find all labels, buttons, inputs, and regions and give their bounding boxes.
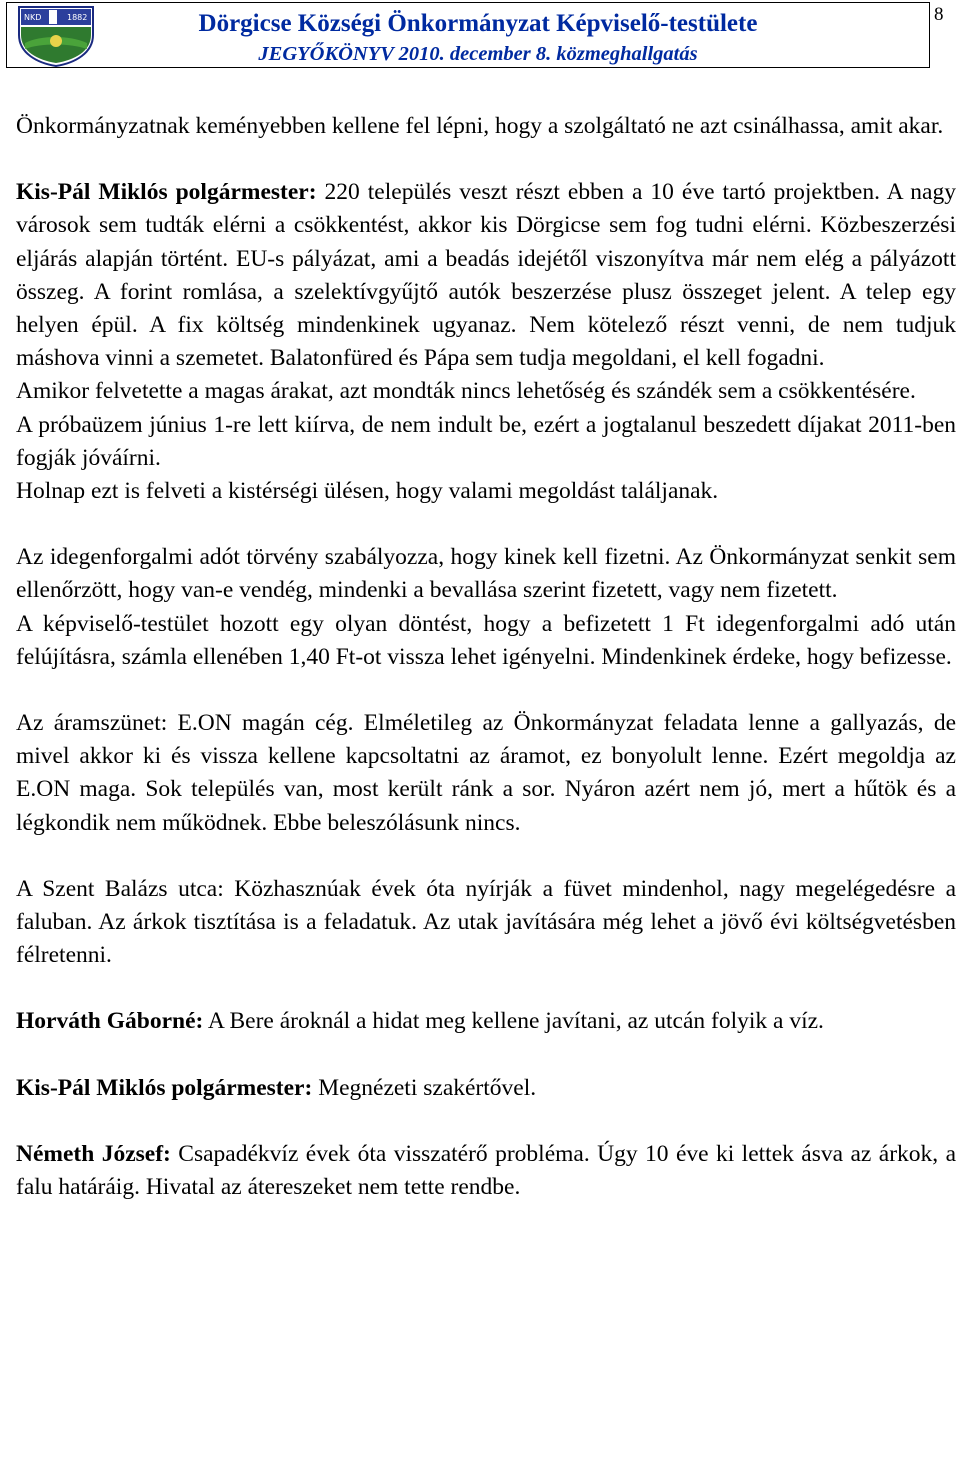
- speaker-name: Horváth Gáborné:: [16, 1008, 204, 1035]
- paragraph: Az idegenforgalmi adót törvény szabályozza, hogy kinek kell fizetni. Az Önkormányzat senkit sem ellenőrzött, hogy van-e vendég, mindenki a bevallása szerint fizetett, vagy nem fizetett.: [16, 544, 956, 604]
- paragraph: [16, 176, 956, 375]
- speaker-name: Kis-Pál Miklós polgármester:: [16, 179, 317, 206]
- page-header: [6, 2, 930, 68]
- paragraph: Holnap ezt is felveti a kistérségi ülésen, hogy valami megoldást találjanak.: [16, 478, 719, 505]
- page-number: 8: [934, 4, 944, 25]
- speech-text: Csapadékvíz évek óta visszatérő probléma. Úgy 10 éve ki lettek ásva az árkok, a falu határáig. Hivatal az átereszeket nem tette rendbe.: [16, 1140, 956, 1201]
- coat-of-arms-logo: [15, 5, 97, 67]
- paragraph: Önkormányzatnak keményebben kellene fel lépni, hogy a szolgáltató ne azt csinálhassa, amit akar.: [16, 113, 944, 139]
- paragraph: [16, 1072, 956, 1105]
- document-title: Dörgicse Községi Önkormányzat Képviselő-testülete: [198, 10, 758, 37]
- paragraph: A Szent Balázs utca: Közhasznúak évek óta nyírják a füvet mindenhol, nagy megelégedésre a faluban. Az árkok tisztítása is a feladatuk. Az utak javítására még lehet a jövő évi költségvetésben félretenni.: [16, 875, 956, 969]
- speaker-name: Kis-Pál Miklós polgármester:: [16, 1074, 313, 1101]
- logo-text-right: 1882: [67, 13, 88, 22]
- document-body: [16, 110, 956, 1204]
- speech-text: 220 település veszt részt ebben a 10 éve tartó projektben. A nagy városok sem tudták elérni a csökkentést, akkor kis Dörgicse sem fog tudni elérni. Közbeszerzési eljárás alapján történt. EU-s pályázat, ami a beadás idejétől viszonyítva már nem elég a pályázott összeg. A forint romlása, a szelektívgyűjtő autók beszerzése plusz összeget jelent. A telep egy helyen épül. A fix költség mindenkinek ugyanaz. Nem kötelező részt venni, de nem tudjuk máshova vinni a szemetet. Balatonfüred és Pápa sem tudja megoldani, el kell fogadni.: [16, 179, 956, 372]
- paragraph: A képviselő-testület hozott egy olyan döntést, hogy a befizetett 1 Ft idegenforgalmi adó után felújításra, számla ellenében 1,40 Ft-ot vissza lehet igényelni. Mindenkinek érdeke, hogy befizesse.: [16, 610, 956, 670]
- speech-text: A Bere ároknál a hidat meg kellene javítani, az utcán folyik a víz.: [203, 1008, 824, 1035]
- paragraph: A próbaüzem június 1-re lett kiírva, de nem indult be, ezért a jogtalanul beszedett díjakat 2011-ben fogják jóváírni.: [16, 411, 956, 471]
- paragraph: [16, 1138, 956, 1204]
- document-subtitle: JEGYŐKÖNYV 2010. december 8. közmeghallgatás: [258, 43, 698, 65]
- speech-text: Megnézeti szakértővel.: [312, 1074, 537, 1101]
- logo-text-left: NKD: [24, 13, 42, 22]
- paragraph: Amikor felvetette a magas árakat, azt mondták nincs lehetőség és szándék sem a csökkentésére.: [16, 378, 916, 405]
- speaker-name: Németh József:: [16, 1140, 171, 1167]
- paragraph: [16, 1005, 956, 1038]
- paragraph: Az áramszünet: E.ON magán cég. Elméletileg az Önkormányzat feladata lenne a gallyazás, de mivel akkor ki és vissza kellene kapcsoltatni az áramot, ez bonyolult lenne. Ezért megoldja az E.ON maga. Sok település van, most került ránk a sor. Nyáron azért nem jó, mert a hűtök és a légkondik nem működnek. Ebbe beleszólásunk nincs.: [16, 710, 956, 836]
